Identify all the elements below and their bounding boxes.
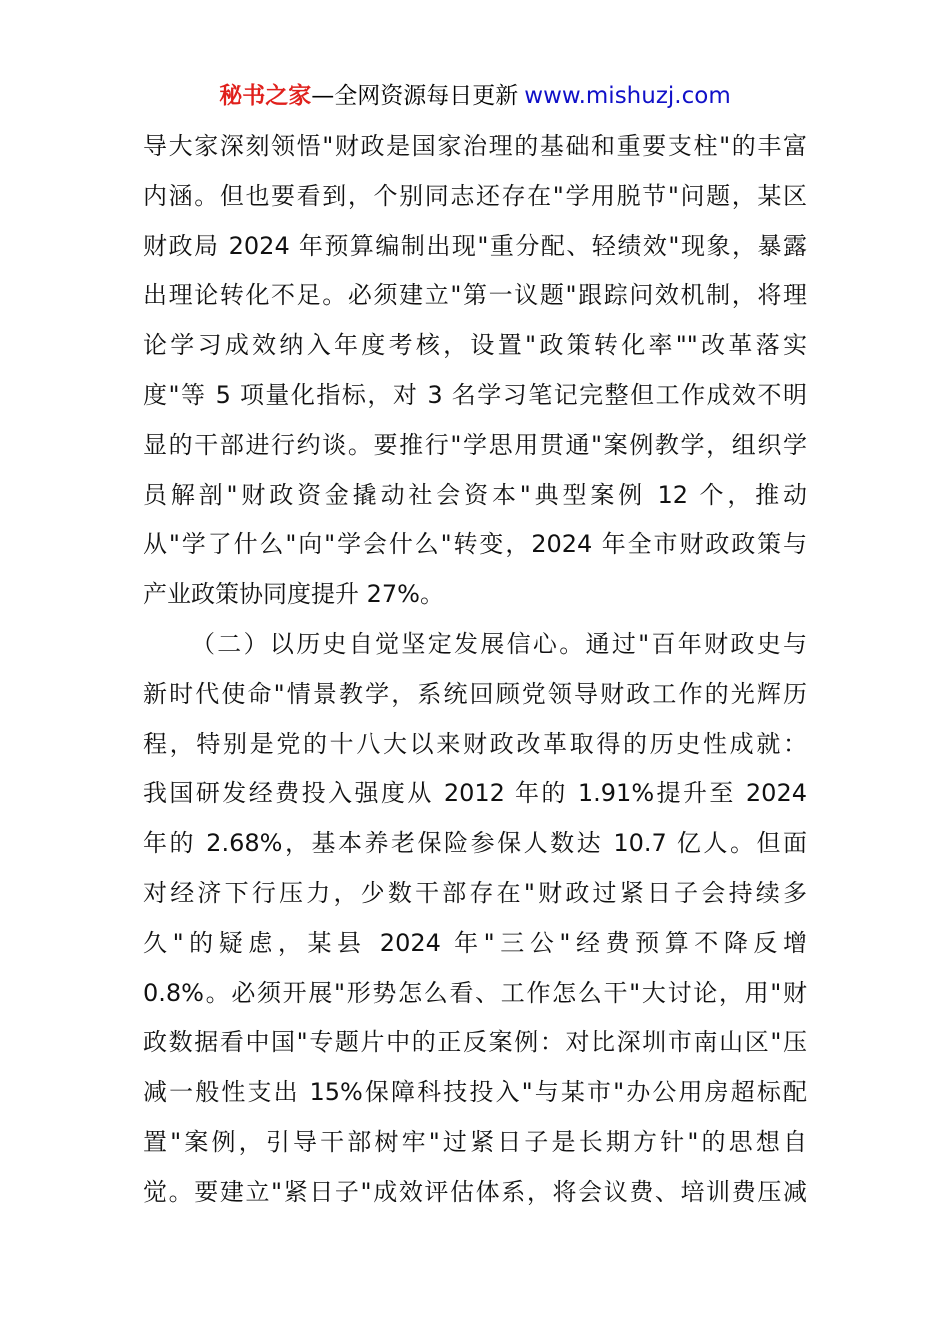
text-line: 从"学了什么"向"学会什么"转变，2024 年全市财政政策与	[143, 530, 807, 559]
text-line: 久"的疑虑，某县 2024 年"三公"经费预算不降反增	[143, 928, 807, 957]
text-line: 减一般性支出 15%保障科技投入"与某市"办公用房超标配	[143, 1078, 807, 1107]
document-body	[143, 122, 807, 1218]
text-line: 员解剖"财政资金撬动社会资本"典型案例 12 个，推动	[143, 480, 807, 509]
text-line: 年的 2.68%，基本养老保险参保人数达 10.7 亿人。但面	[143, 829, 807, 858]
site-brand: 秘书之家	[219, 83, 312, 109]
text-line: 产业政策协同度提升 27%。	[143, 580, 444, 609]
text-line: 度"等 5 项量化指标，对 3 名学习笔记完整但工作成效不明	[143, 380, 807, 409]
site-url-link[interactable]: www.mishuzj.com	[524, 83, 731, 109]
text-line: 出理论转化不足。必须建立"第一议题"跟踪问效机制，将理	[143, 281, 807, 310]
page-header	[0, 80, 950, 112]
text-line: 政数据看中国"专题片中的正反案例：对比深圳市南山区"压	[143, 1028, 807, 1057]
text-line: 内涵。但也要看到，个别同志还存在"学用脱节"问题，某区	[143, 181, 807, 210]
text-line: 对经济下行压力，少数干部存在"财政过紧日子会持续多	[143, 878, 807, 907]
text-line: 显的干部进行约谈。要推行"学思用贯通"案例教学，组织学	[143, 430, 807, 459]
text-line: 新时代使命"情景教学，系统回顾党领导财政工作的光辉历	[143, 679, 807, 708]
text-line: 觉。要建立"紧日子"成效评估体系，将会议费、培训费压减	[143, 1177, 807, 1206]
text-line: 财政局 2024 年预算编制出现"重分配、轻绩效"现象，暴露	[143, 231, 807, 260]
text-line: 置"案例，引导干部树牢"过紧日子是长期方针"的思想自	[143, 1127, 807, 1156]
paragraph-2	[143, 620, 807, 1218]
text-line: 0.8%。必须开展"形势怎么看、工作怎么干"大讨论，用"财	[143, 978, 807, 1007]
text-line: 论学习成效纳入年度考核，设置"政策转化率""改革落实	[143, 331, 807, 360]
text-line: 我国研发经费投入强度从 2012 年的 1.91%提升至 2024	[143, 779, 807, 808]
text-line: 程，特别是党的十八大以来财政改革取得的历史性成就：	[143, 729, 807, 758]
section-heading-line: （二）以历史自觉坚定发展信心。通过"百年财政史与	[191, 629, 807, 658]
paragraph-1	[143, 122, 807, 620]
text-line: 导大家深刻领悟"财政是国家治理的基础和重要支柱"的丰富	[143, 132, 807, 160]
site-tagline: —全网资源每日更新	[311, 83, 519, 109]
